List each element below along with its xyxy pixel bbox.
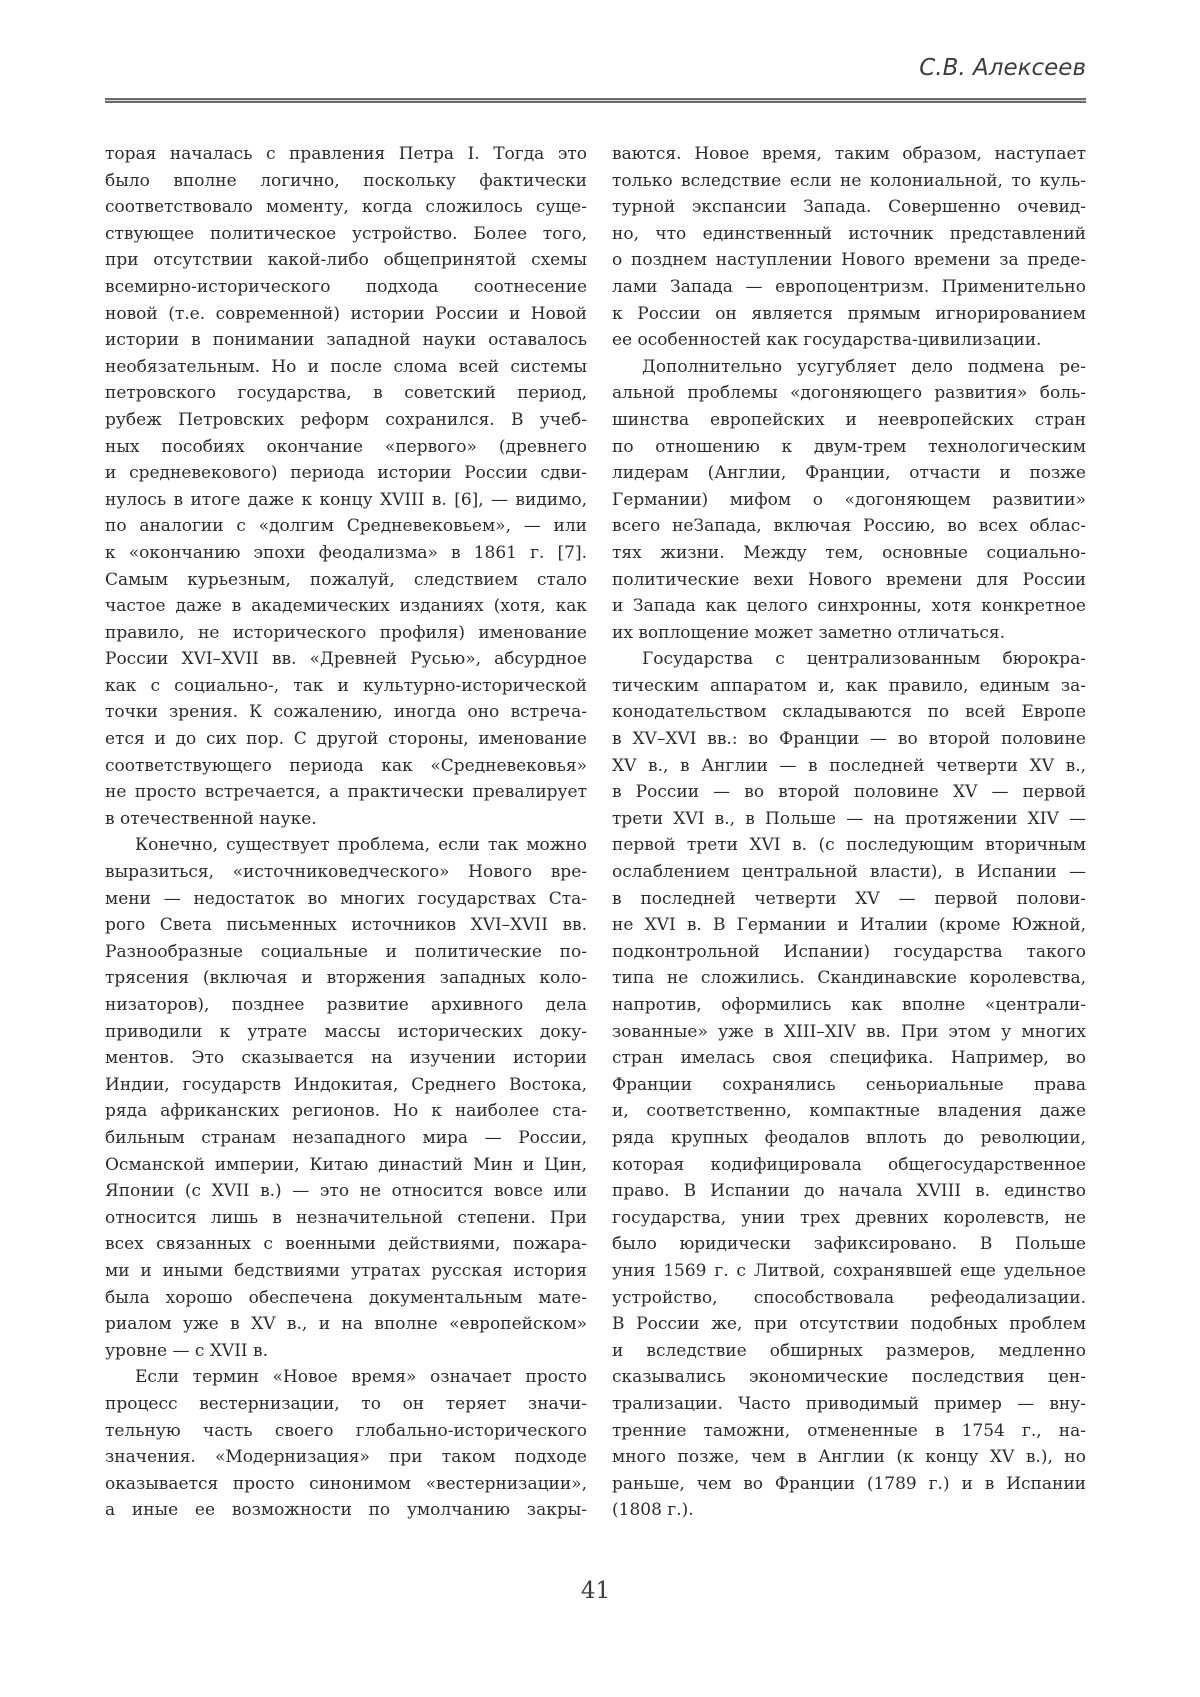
text-line: право. В Испании до начала XVIII в. единство <box>612 1181 1086 1202</box>
text-line: в России — во второй половине XV — первой <box>612 782 1086 803</box>
text-line: Османской империи, Китаю династий Мин и Цин, <box>105 1154 587 1175</box>
text-line: ствующее политическое устройство. Более того, <box>105 223 587 244</box>
text-line: много позже, чем в Англии (к концу XV в.), но <box>612 1447 1086 1468</box>
text-line: тельную часть своего глобально-исторического <box>105 1420 587 1441</box>
text-line: Самым курьезным, пожалуй, следствием стало <box>105 569 587 590</box>
text-line: зованные» уже в XIII–XIV вв. При этом у многих <box>612 1021 1086 1042</box>
text-line: риалом уже в XV в., и на вполне «европейском» <box>105 1314 587 1335</box>
text-line: петровского государства, в советский период, <box>105 383 587 404</box>
text-line: (1808 г.). <box>612 1500 694 1521</box>
text-line: Индии, государств Индокитая, Среднего Востока, <box>105 1074 587 1095</box>
text-line: государства, унии трех древних королевств, не <box>612 1207 1086 1228</box>
text-line: Если термин «Новое время» означает просто <box>135 1367 587 1388</box>
text-line: ми и иными бедствиями утратах русская история <box>105 1260 587 1281</box>
text-line: ряда крупных феодалов вплоть до революции, <box>612 1127 1086 1148</box>
text-line: всего неЗапада, включая Россию, во всех облас- <box>612 516 1086 537</box>
text-line: сказывались экономические последствия цен- <box>612 1367 1086 1388</box>
text-line: ряда африканских регионов. Но к наиболее ста- <box>105 1101 587 1122</box>
text-line: Японии (с XVII в.) — это не относится вовсе или <box>105 1181 587 1202</box>
text-line: тях жизни. Между тем, основные социально- <box>612 542 1086 563</box>
text-line: и, соответственно, компактные владения даже <box>612 1101 1086 1122</box>
text-line: всех связанных с военными действиями, пожара- <box>105 1234 587 1255</box>
text-line: напротив, оформились как вполне «централи- <box>612 995 1086 1015</box>
text-line: Конечно, существует проблема, если так можно <box>135 835 587 856</box>
text-line: по аналогии с «долгим Средневековьем», — или <box>105 516 587 537</box>
column-left <box>105 141 587 1524</box>
page-number: 41 <box>580 1578 611 1604</box>
text-line: приводили к утрате массы исторических доку- <box>105 1021 587 1042</box>
text-line: было вполне логично, поскольку фактически <box>105 170 587 191</box>
text-line: в последней четверти XV — первой полови- <box>612 888 1086 909</box>
text-line: ментов. Это сказывается на изучении истории <box>105 1048 587 1069</box>
text-line: Разнообразные социальные и политические по- <box>105 941 587 962</box>
text-line: Дополнительно усугубляет дело подмена ре- <box>642 356 1086 377</box>
text-line: необязательным. Но и после слома всей системы <box>105 356 587 377</box>
text-line: не просто встречается, а практически превалирует <box>105 782 587 803</box>
text-line: о позднем наступлении Нового времени за преде- <box>612 250 1086 271</box>
text-line: В России же, при отсутствии подобных проблем <box>612 1314 1086 1335</box>
text-line: тическим аппаратом и, как правило, единым за- <box>612 675 1086 696</box>
text-line: было юридически зафиксировано. В Польше <box>612 1234 1086 1255</box>
text-line: турной экспансии Запада. Совершенно очевид- <box>612 197 1086 218</box>
text-line: но, что единственный источник представлений <box>612 223 1086 244</box>
text-line: торая началась с правления Петра I. Тогда это <box>105 144 587 164</box>
text-line: раньше, чем во Франции (1789 г.) и в Испании <box>612 1473 1086 1494</box>
text-line: уния 1569 г. с Литвой, сохранявшей еще удельное <box>612 1260 1086 1281</box>
text-line: конодательством складываются по всей Европе <box>612 702 1086 723</box>
text-line: в XV–XVI вв.: во Франции — во второй половине <box>612 729 1086 750</box>
running-head-author: С.В. Алексеев <box>919 55 1086 81</box>
text-line: а иные ее возможности по умолчанию закры- <box>105 1500 587 1521</box>
text-line: к России он является прямым игнорированием <box>612 303 1086 324</box>
text-line: уровне — с XVII в. <box>105 1340 269 1361</box>
text-columns <box>105 141 1086 1524</box>
text-line: бильным странам незападного мира — России, <box>105 1127 587 1148</box>
text-line: шинства европейских и неевропейских стран <box>612 409 1086 430</box>
text-line: к «окончанию эпохи феодализма» в 1861 г. [7]. <box>105 542 587 563</box>
text-line: типа не сложились. Скандинавские королевства, <box>612 968 1086 989</box>
text-line: подконтрольной Испании) государства такого <box>612 941 1086 962</box>
text-line: мени — недостаток во многих государствах Ста- <box>105 888 587 909</box>
text-line: лами Запада — европоцентризм. Применительно <box>612 276 1086 297</box>
text-line: трети XVI в., в Польше — на протяжении XIV — <box>612 808 1086 829</box>
text-line: лидерам (Англии, Франции, отчасти и позже <box>612 463 1086 484</box>
text-line: истории в понимании западной науки оставалось <box>105 330 587 351</box>
text-line: точки зрения. К сожалению, иногда оно встреча- <box>105 702 587 723</box>
text-line: значения. «Модернизация» при таком подходе <box>105 1447 587 1468</box>
text-line: трясения (включая и вторжения западных коло- <box>105 968 587 989</box>
text-line: политические вехи Нового времени для России <box>612 569 1086 590</box>
text-line: низаторов), позднее развитие архивного дела <box>105 995 587 1015</box>
text-line: относится лишь в незначительной степени. При <box>105 1207 587 1228</box>
text-line: устройство, способствовала рефеодализации. <box>612 1287 1086 1308</box>
text-line: XV в., в Англии — в последней четверти XV в., <box>612 755 1086 776</box>
text-line: не XVI в. В Германии и Италии (кроме Южной, <box>612 915 1086 936</box>
text-line: стран имелась своя специфика. Например, во <box>612 1048 1086 1069</box>
text-line: как с социально-, так и культурно-исторической <box>105 675 587 696</box>
text-line: ется и до сих пор. С другой стороны, именование <box>105 729 587 750</box>
text-line: новой (т.е. современной) истории России и Новой <box>105 303 587 324</box>
column-right <box>612 141 1086 1524</box>
text-line: и вследствие обширных размеров, медленно <box>612 1340 1086 1361</box>
page-content <box>105 0 1086 1524</box>
text-line: всемирно-исторического подхода соотнесение <box>105 276 587 297</box>
header-rule <box>105 98 1086 103</box>
text-line: процесс вестернизации, то он теряет значи- <box>105 1393 587 1414</box>
text-line: правило, не исторического профиля) именование <box>105 622 587 643</box>
text-line: частое даже в академических изданиях (хотя, как <box>105 596 587 617</box>
text-line: ных пособиях окончание «первого» (древнего <box>105 436 587 457</box>
text-line: Государства с централизованным бюрокра- <box>642 649 1086 670</box>
text-line: только вследствие если не колониальной, то куль- <box>612 170 1086 191</box>
text-line: соответствующего периода как «Средневековья» <box>105 755 587 776</box>
text-line: выразиться, «источниковедческого» Нового вре- <box>105 862 587 883</box>
text-line: их воплощение может заметно отличаться. <box>612 622 1005 643</box>
text-line: ее особенностей как государства-цивилизации. <box>612 330 1042 351</box>
text-line: России XVI–XVII вв. «Древней Русью», абсурдное <box>105 649 587 670</box>
text-line: по отношению к двум-трем технологическим <box>612 436 1086 457</box>
text-line: альной проблемы «догоняющего развития» боль- <box>612 383 1086 404</box>
text-line: и средневекового) периода истории России сдви- <box>105 463 587 484</box>
text-line: первой трети XVI в. (с последующим вторичным <box>612 835 1086 856</box>
text-line: ваются. Новое время, таким образом, наступает <box>612 144 1086 164</box>
text-line: которая кодифицировала общегосударственное <box>612 1154 1086 1175</box>
text-line: при отсутствии какой-либо общепринятой схемы <box>105 250 587 271</box>
text-line: рубеж Петровских реформ сохранился. В учеб- <box>105 409 587 430</box>
text-line: рого Света письменных источников XVI–XVII вв. <box>105 915 587 936</box>
text-line: была хорошо обеспечена документальным мате- <box>105 1287 587 1308</box>
text-line: оказывается просто синонимом «вестернизации», <box>105 1473 587 1494</box>
text-line: и Запада как целого синхронны, хотя конкретное <box>612 596 1086 617</box>
text-line: соответствовало моменту, когда сложилось суще- <box>105 197 587 218</box>
text-line: Германии) мифом о «догоняющем развитии» <box>612 489 1086 510</box>
text-line: нулось в итоге даже к концу XVIII в. [6], — видимо, <box>105 489 587 510</box>
text-line: ослаблением центральной власти), в Испании — <box>612 862 1086 883</box>
text-line: трализации. Часто приводимый пример — вну- <box>612 1393 1086 1414</box>
text-line: тренние таможни, отмененные в 1754 г., на- <box>612 1420 1086 1441</box>
text-line: в отечественной науке. <box>105 808 317 829</box>
text-line: Франции сохранялись сеньориальные права <box>612 1074 1086 1095</box>
